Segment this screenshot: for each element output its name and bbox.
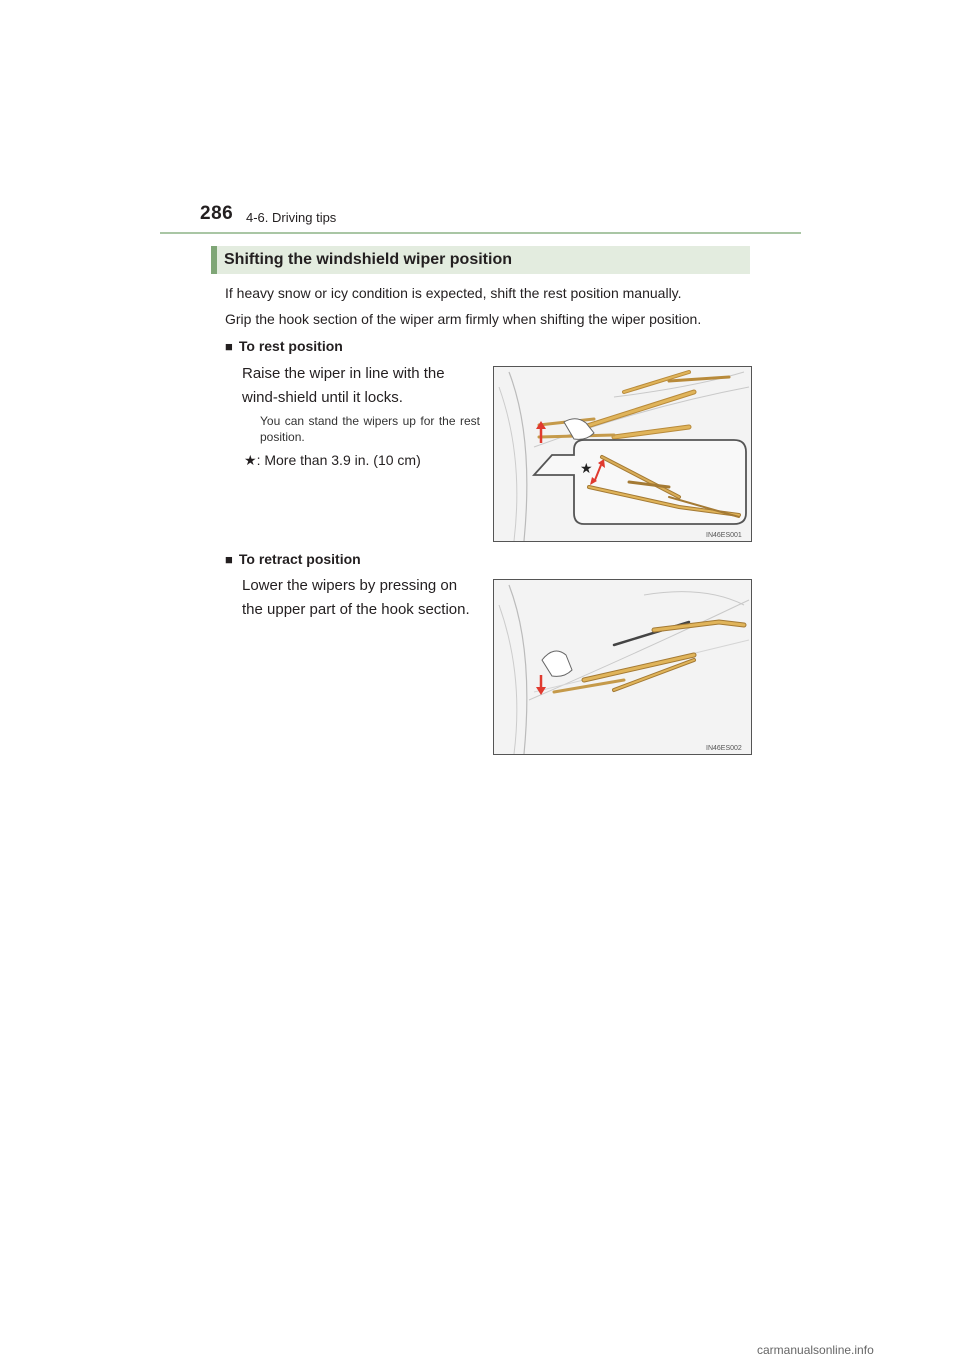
section-title: Shifting the windshield wiper position [211,246,750,274]
retract-position-heading-label: To retract position [238,551,361,567]
retract-position-heading [225,551,361,567]
figure-code-1: IN46ES001 [706,532,742,539]
star-note [244,452,421,469]
rest-position-body: Raise the wiper in line with the wind-shield until it locks. [242,365,445,406]
star-icon: ★ [244,452,257,468]
retract-position-body: Lower the wipers by pressing on the upper part of the hook section. [242,577,470,618]
star-note-label: : More than 3.9 in. (10 cm) [256,452,421,468]
page-number: 286 [200,203,234,224]
square-bullet-icon: ■ [225,552,233,567]
intro-paragraph-2: Grip the hook section of the wiper arm firmly when shifting the wiper position. [225,311,702,327]
footer-watermark[interactable]: carmanualsonline.info [757,1343,874,1357]
rest-position-note: You can stand the wipers up for the rest position. [260,414,480,444]
rest-position-figure [493,366,752,542]
figure-code-2: IN46ES002 [706,745,742,752]
header-rule [160,232,801,234]
figure-star-icon: ★ [580,460,593,476]
chapter-title: 4-6. Driving tips [246,210,337,225]
square-bullet-icon: ■ [225,339,233,354]
rest-position-heading [225,338,343,354]
rest-position-heading-label: To rest position [238,338,343,354]
retract-position-figure [493,579,752,755]
intro-paragraph-1: If heavy snow or icy condition is expected, shift the rest position manually. [225,285,682,301]
